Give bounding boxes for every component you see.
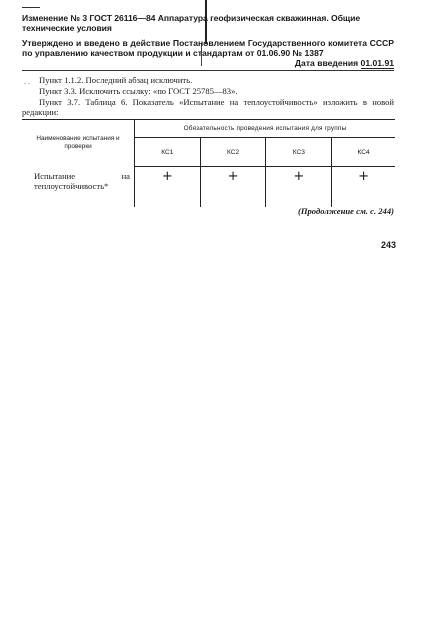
item-3-7: Пункт 3.7. Таблица 6. Показатель «Испытание на теплоустойчивость» изложить в новой редакции: [22,97,394,117]
table-row [22,167,395,207]
margin-dots: . . [24,77,30,86]
mark-kc3: + [266,167,332,207]
mark-kc1: + [135,167,201,207]
amendment-title: Изменение № 3 ГОСТ 26116—84 Аппаратура геофизическая скважинная. Общие технические условия [22,13,361,33]
top-rule [22,7,40,8]
item-3-3: Пункт 3.3. Исключить ссылку: «по ГОСТ 25785—83». [39,86,238,96]
header-rule [22,70,394,71]
effective-date-label: Дата введения [294,58,359,68]
group-header-kc4: КС4 [332,138,395,167]
item-1-1-2: Пункт 1.1.2. Последний абзац исключить. [39,75,193,85]
group-header-kc3: КС3 [266,138,332,167]
effective-date [295,58,394,68]
table-name-header: Наименование испытания и проверки [22,120,135,167]
group-header-kc1: КС1 [135,138,201,167]
table-6 [22,119,395,207]
effective-date-value: 01.01.91 [360,58,394,68]
page-number: 243 [381,240,397,250]
table-span-header: Обязательность проведения испытания для группы [135,120,396,138]
approval-statement: Утверждено и введено в действие Постановлением Государственного комитета СССР по управлению качеством продукции и стандартам от 01.06.90 № 1387 [22,38,394,58]
test-name-cell: Испытание на теплоустойчивость* [22,167,135,207]
continuation-note: (Продолжение см. с. 244) [297,206,394,216]
group-header-kc2: КС2 [200,138,266,167]
mark-kc2: + [200,167,266,207]
mark-kc4: + [358,169,370,184]
